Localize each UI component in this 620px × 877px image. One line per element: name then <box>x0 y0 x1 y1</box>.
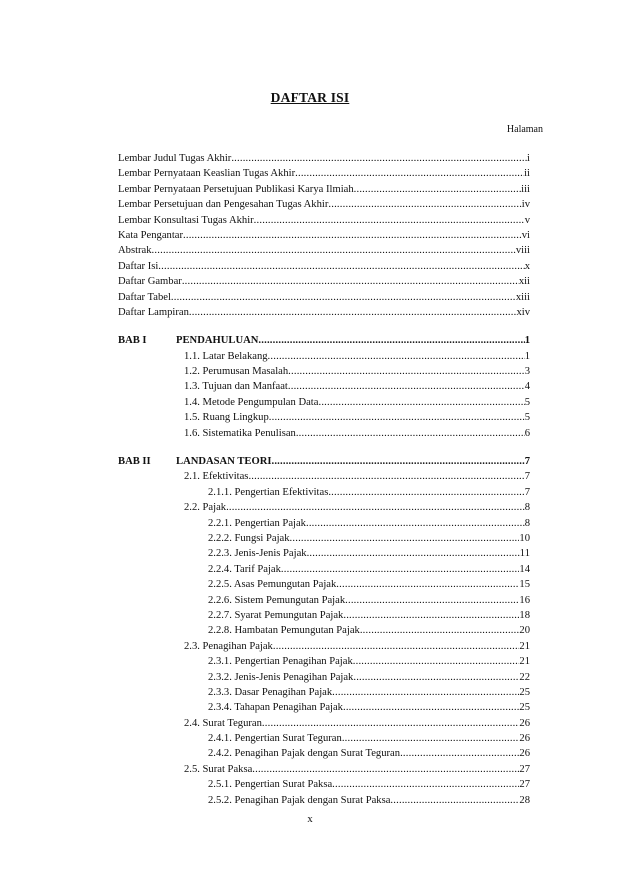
toc-entry-label: 2.2. Pajak <box>184 502 227 514</box>
toc-page-number: viii <box>515 245 530 257</box>
toc-row-section <box>118 500 530 515</box>
toc-row-subsection <box>118 562 530 577</box>
toc-entry-label: 2.3. Penagihan Pajak <box>184 640 273 652</box>
toc-row-section <box>118 469 530 484</box>
toc-list <box>118 151 530 808</box>
dot-leader <box>281 562 519 577</box>
toc-entry-label: 2.5.1. Pengertian Surat Paksa <box>208 779 333 791</box>
toc-row-section <box>118 349 530 364</box>
dot-leader <box>158 259 524 274</box>
toc-row-section <box>118 395 530 410</box>
toc-page-number: xiii <box>515 291 530 303</box>
toc-row-subsection <box>118 731 530 746</box>
toc-page-number: 28 <box>519 794 530 806</box>
dot-leader <box>189 305 517 320</box>
toc-row-front-matter <box>118 182 530 197</box>
toc-link[interactable] <box>184 379 530 394</box>
toc-entry-label: 1.5. Ruang Lingkup <box>184 412 269 424</box>
toc-entry-label: 2.2.7. Syarat Pemungutan Pajak <box>208 609 344 621</box>
toc-entry-label: Daftar Gambar <box>118 276 182 288</box>
toc-link[interactable] <box>184 762 530 777</box>
toc-row-subsection <box>118 777 530 792</box>
toc-link[interactable] <box>118 151 530 166</box>
footer-page-number: x <box>307 814 313 825</box>
chapter-number: BAB II <box>118 456 151 468</box>
toc-page-number: x <box>524 260 530 272</box>
toc-page-number: xiv <box>516 306 530 318</box>
toc-link[interactable] <box>208 731 530 746</box>
dot-leader <box>182 274 519 289</box>
page-title: DAFTAR ISI <box>270 90 350 105</box>
toc-row-subsection <box>118 577 530 592</box>
dot-leader <box>295 166 524 181</box>
dot-leader <box>271 454 524 469</box>
toc-link[interactable] <box>208 777 530 792</box>
toc-entry-label: Kata Pengantar <box>118 229 184 241</box>
toc-page-number: 18 <box>519 609 530 621</box>
toc-page-number: 10 <box>519 532 530 544</box>
toc-link[interactable] <box>208 685 530 700</box>
dot-leader <box>328 197 521 212</box>
toc-page-number: 8 <box>524 502 530 514</box>
toc-entry-label: 2.3.2. Jenis-Jenis Penagihan Pajak <box>208 671 354 683</box>
toc-page-number: 15 <box>519 579 530 591</box>
dot-leader <box>343 700 519 715</box>
dot-leader <box>268 349 525 364</box>
dot-leader <box>360 623 520 638</box>
toc-link[interactable] <box>184 639 530 654</box>
toc-page-number: 7 <box>524 456 530 468</box>
toc-page-number: 22 <box>519 671 530 683</box>
toc-page-number: 1 <box>524 335 530 347</box>
toc-row-section <box>118 379 530 394</box>
dot-leader <box>183 228 522 243</box>
toc-row-subsection <box>118 623 530 638</box>
toc-link[interactable] <box>118 197 530 212</box>
toc-page-number: 20 <box>519 625 530 637</box>
toc-page-number: 26 <box>519 733 530 745</box>
toc-entry-label: 2.2.6. Sistem Pemungutan Pajak <box>208 594 346 606</box>
dot-leader <box>354 182 522 197</box>
toc-link[interactable] <box>176 454 530 469</box>
toc-link[interactable] <box>208 608 530 623</box>
dot-leader <box>332 685 519 700</box>
toc-entry-label: Lembar Konsultasi Tugas Akhir <box>118 214 254 226</box>
toc-entry-label: 2.2.4. Tarif Pajak <box>208 563 281 575</box>
dot-leader <box>318 395 524 410</box>
toc-row-subsection <box>118 531 530 546</box>
toc-row-front-matter <box>118 290 530 305</box>
toc-entry-label: Lembar Pernyataan Keaslian Tugas Akhir <box>118 168 296 180</box>
dot-leader <box>290 531 520 546</box>
toc-entry-label: Daftar Isi <box>118 260 159 272</box>
toc-link[interactable] <box>208 485 530 500</box>
toc-row-section <box>118 639 530 654</box>
toc-entry-label: 2.4. Surat Teguran <box>184 717 262 729</box>
toc-entry-label: 2.5.2. Penagihan Pajak dengan Surat Paksa <box>208 794 391 806</box>
toc-page-number: 26 <box>519 717 530 729</box>
toc-link[interactable] <box>118 166 530 181</box>
toc-link[interactable] <box>118 305 530 320</box>
toc-entry-label: Lembar Pernyataan Persetujuan Publikasi Karya Ilmiah <box>118 183 354 195</box>
toc-link[interactable] <box>208 793 530 808</box>
toc-row-section <box>118 364 530 379</box>
dot-leader <box>258 333 524 348</box>
toc-page-number: 27 <box>519 779 530 791</box>
toc-row-subsection <box>118 485 530 500</box>
toc-row-subsection <box>118 746 530 761</box>
toc-page-number: 7 <box>524 471 530 483</box>
toc-entry-label: 1.4. Metode Pengumpulan Data <box>184 396 319 408</box>
dot-leader <box>306 516 525 531</box>
toc-link[interactable] <box>118 274 530 289</box>
dot-leader <box>343 608 519 623</box>
toc-page-number: v <box>524 214 530 226</box>
toc-page-number: 5 <box>524 412 530 424</box>
toc-page-number: 5 <box>524 396 530 408</box>
toc-entry-label: 2.5. Surat Paksa <box>184 763 253 775</box>
toc-link[interactable] <box>176 333 530 348</box>
dot-leader <box>328 485 524 500</box>
toc-link[interactable] <box>118 259 530 274</box>
toc-entry-label: 1.6. Sistematika Penulisan <box>184 427 296 439</box>
toc-entry-label: 2.2.8. Hambatan Pemungutan Pajak <box>208 625 360 637</box>
toc-link[interactable] <box>184 716 530 731</box>
toc-link[interactable] <box>208 562 530 577</box>
toc-link[interactable] <box>208 593 530 608</box>
toc-row-subsection <box>118 516 530 531</box>
dot-leader <box>231 151 527 166</box>
toc-entry-label: 1.1. Latar Belakang <box>184 350 268 362</box>
toc-page-number: 1 <box>524 350 530 362</box>
toc-page-number: 4 <box>524 381 530 393</box>
toc-entry-label: Lembar Judul Tugas Akhir <box>118 153 232 164</box>
toc-entry-label: 2.1.1. Pengertian Efektivitas <box>208 486 329 498</box>
chapter-number: BAB I <box>118 335 147 347</box>
toc-row-subsection <box>118 670 530 685</box>
toc-page-number: i <box>527 153 530 164</box>
toc-entry-label: Daftar Tabel <box>118 291 171 303</box>
toc-entry-label: 1.2. Perumusan Masalah <box>184 366 289 378</box>
toc-row-subsection <box>118 793 530 808</box>
dot-leader <box>252 762 519 777</box>
toc-row-subsection <box>118 654 530 669</box>
dot-leader <box>342 731 520 746</box>
toc-page-number: 3 <box>524 366 530 378</box>
toc-row-chapter <box>118 454 530 469</box>
toc-row-subsection <box>118 593 530 608</box>
toc-row-subsection <box>118 546 530 561</box>
toc-row-front-matter <box>118 243 530 258</box>
toc-entry-label: 2.4.2. Penagihan Pajak dengan Surat Teguran <box>208 748 401 760</box>
toc-entry-label: 2.3.1. Pengertian Penagihan Pajak <box>208 656 353 668</box>
dot-leader <box>400 746 519 761</box>
toc-entry-label: 2.1. Efektivitas <box>184 471 249 483</box>
toc-link[interactable] <box>184 395 530 410</box>
toc-row-section <box>118 410 530 425</box>
toc-page-number: xii <box>518 276 530 288</box>
toc-row-section <box>118 426 530 441</box>
toc-entry-label: 1.3. Tujuan dan Manfaat <box>184 381 288 393</box>
toc-row-front-matter <box>118 197 530 212</box>
toc-link[interactable] <box>184 500 530 515</box>
dot-leader <box>336 577 519 592</box>
toc-link[interactable] <box>208 654 530 669</box>
toc-page-number: 6 <box>524 427 530 439</box>
dot-leader <box>152 243 516 258</box>
toc-entry-label: 2.4.1. Pengertian Surat Teguran <box>208 733 342 745</box>
toc-link[interactable] <box>208 531 530 546</box>
toc-row-subsection <box>118 608 530 623</box>
toc-page-number: vi <box>521 229 530 241</box>
dot-leader <box>262 716 519 731</box>
toc-entry-label: Lembar Persetujuan dan Pengesahan Tugas Akhir <box>118 199 329 211</box>
toc-entry-label: 2.3.4. Tahapan Penagihan Pajak <box>208 702 343 714</box>
toc-row-front-matter <box>118 305 530 320</box>
toc-entry-label: 2.2.5. Asas Pemungutan Pajak <box>208 579 337 591</box>
dot-leader <box>248 469 524 484</box>
dot-leader <box>226 500 525 515</box>
toc-link[interactable] <box>118 243 530 258</box>
toc-entry-label: 2.2.3. Jenis-Jenis Pajak <box>208 548 307 560</box>
toc-row-front-matter <box>118 151 530 166</box>
toc-page-number: 14 <box>519 563 530 575</box>
toc-row-section <box>118 762 530 777</box>
toc-row-chapter <box>118 333 530 348</box>
toc-entry-label: LANDASAN TEORI <box>176 456 272 468</box>
dot-leader <box>307 546 520 561</box>
dot-leader <box>171 290 516 305</box>
toc-link[interactable] <box>118 182 530 197</box>
toc-page-number: 7 <box>524 486 530 498</box>
toc-row-front-matter <box>118 166 530 181</box>
toc-entry-label: 2.2.2. Fungsi Pajak <box>208 532 290 544</box>
toc-entry-label: Daftar Lampiran <box>118 306 189 318</box>
toc-link[interactable] <box>184 410 530 425</box>
toc-page-number: 16 <box>519 594 530 606</box>
toc-link[interactable] <box>184 364 530 379</box>
toc-page-number: iv <box>521 199 530 211</box>
toc-page-number: 8 <box>524 517 530 529</box>
dot-leader <box>273 639 520 654</box>
page-column-label: Halaman <box>506 124 543 135</box>
dot-leader <box>332 777 519 792</box>
dot-leader <box>353 654 520 669</box>
toc-link[interactable] <box>208 623 530 638</box>
dot-leader <box>288 379 525 394</box>
toc-entry-label: 2.2.1. Pengertian Pajak <box>208 517 306 529</box>
toc-page-number: ii <box>524 168 530 180</box>
toc-page-number: 25 <box>519 686 530 698</box>
toc-link[interactable] <box>208 670 530 685</box>
toc-row-subsection <box>118 685 530 700</box>
toc-link[interactable] <box>208 546 530 561</box>
toc-row-subsection <box>118 700 530 715</box>
toc-page-number: 21 <box>519 656 530 668</box>
toc-link[interactable] <box>118 228 530 243</box>
toc-page-number: 11 <box>519 548 530 560</box>
toc-row-front-matter <box>118 274 530 289</box>
toc-page-number: iii <box>521 183 530 195</box>
toc-page-number: 25 <box>519 702 530 714</box>
toc-link[interactable] <box>208 746 530 761</box>
toc-link[interactable] <box>208 700 530 715</box>
toc-row-front-matter <box>118 213 530 228</box>
toc-page-number: 26 <box>519 748 530 760</box>
dot-leader <box>390 793 519 808</box>
dot-leader <box>345 593 519 608</box>
dot-leader <box>353 670 519 685</box>
toc-row-section <box>118 716 530 731</box>
toc-entry-label: Abstrak <box>118 245 152 257</box>
toc-entry-label: PENDAHULUAN <box>176 335 259 347</box>
dot-leader <box>296 426 525 441</box>
toc-link[interactable] <box>184 469 530 484</box>
toc-link[interactable] <box>208 577 530 592</box>
toc-row-front-matter <box>118 228 530 243</box>
toc-link[interactable] <box>184 426 530 441</box>
toc-page-number: 21 <box>519 640 530 652</box>
dot-leader <box>254 213 525 228</box>
toc-entry-label: 2.3.3. Dasar Penagihan Pajak <box>208 686 333 698</box>
toc-link[interactable] <box>118 290 530 305</box>
toc-link[interactable] <box>184 349 530 364</box>
toc-link[interactable] <box>118 213 530 228</box>
toc-row-front-matter <box>118 259 530 274</box>
toc-page-number: 27 <box>519 763 530 775</box>
dot-leader <box>288 364 525 379</box>
dot-leader <box>269 410 525 425</box>
toc-link[interactable] <box>208 516 530 531</box>
